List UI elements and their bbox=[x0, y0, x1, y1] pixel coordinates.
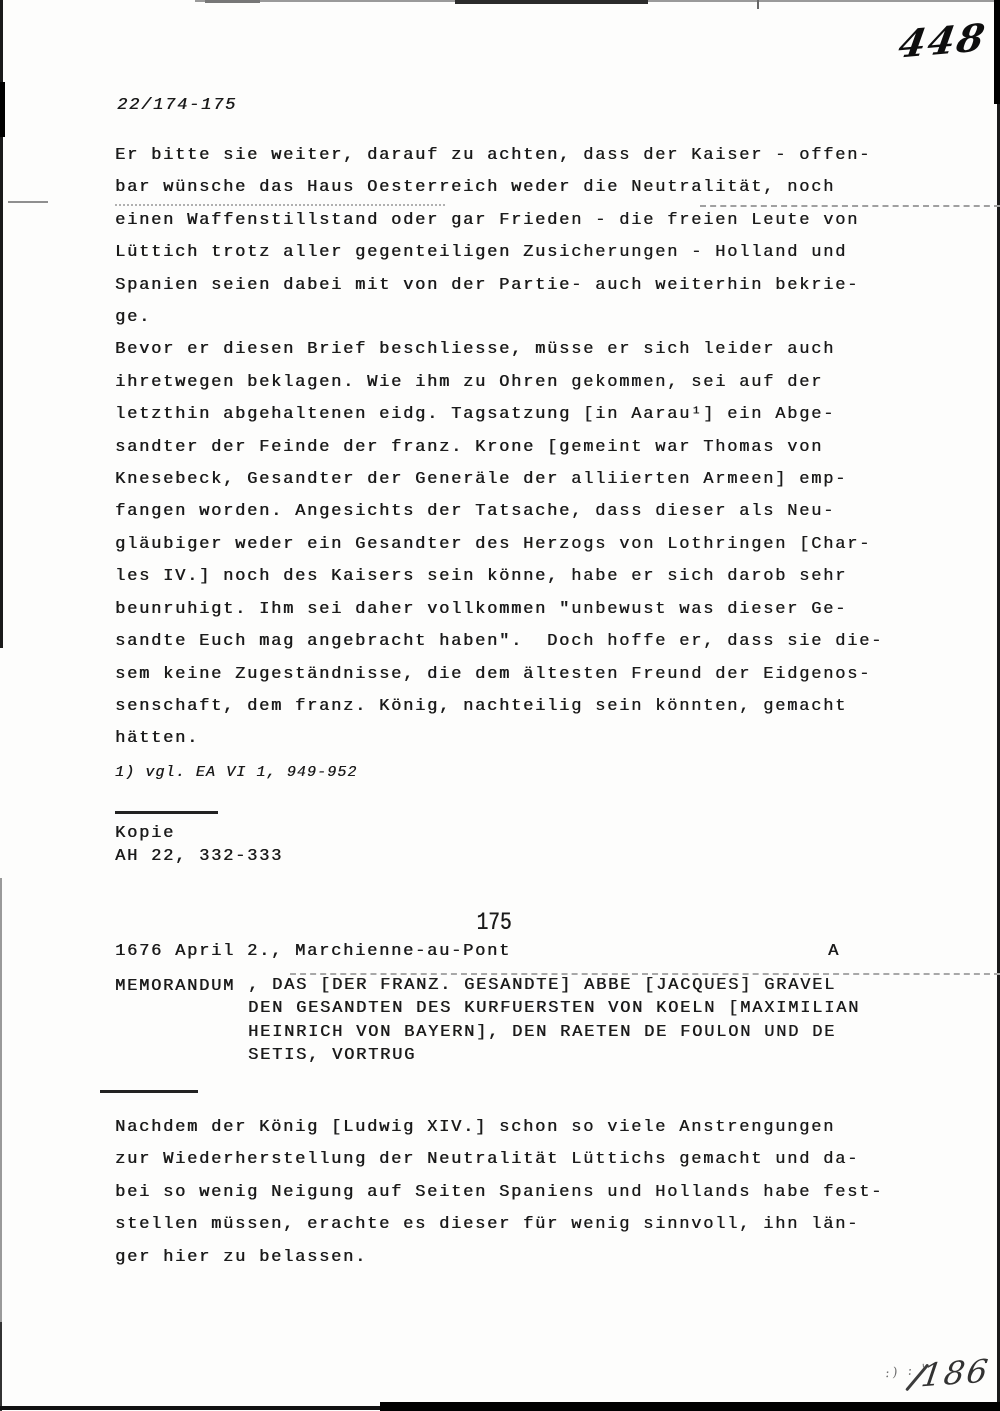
entry-175-body bbox=[115, 1112, 883, 1274]
source-line: AH 22, 332-333 bbox=[115, 847, 284, 866]
scan-bottom-edge-right bbox=[380, 1402, 1000, 1411]
text-line: sandter der Feinde der franz. Krone [gemeint war Thomas von bbox=[115, 437, 824, 457]
text-line: Spanien seien dabei mit von der Partie- auch weiterhin bekrie- bbox=[115, 275, 860, 295]
heading-line: , DAS [DER FRANZ. GESANDTE] ABBE [JACQUES] GRAVEL bbox=[248, 976, 837, 995]
text-line: sandte Euch mag angebracht haben". Doch hoffe er, dass sie die- bbox=[115, 632, 884, 652]
text-line: hätten. bbox=[115, 729, 200, 749]
heading-line: SETIS, VORTRUG bbox=[248, 1045, 417, 1065]
text-line: stellen müssen, erachte es dieser für wenig sinnvoll, ihn län- bbox=[115, 1215, 860, 1235]
text-line: ger hier zu belassen. bbox=[115, 1247, 368, 1267]
text-line: Bevor er diesen Brief beschliesse, müsse er sich leider auch bbox=[115, 340, 836, 360]
text-line: bar wünsche das Haus Oesterreich weder die Neutralität, noch bbox=[115, 178, 836, 198]
entry-175-heading bbox=[248, 974, 860, 1067]
entry-175-side-letter: A bbox=[828, 942, 841, 961]
handwritten-folio-bottom: 186 bbox=[918, 1351, 993, 1395]
text-line: Nachdem der König [Ludwig XIV.] schon so viele Anstrengungen bbox=[115, 1118, 836, 1137]
text-line: letzthin abgehaltenen eidg. Tagsatzung [in Aarau¹] ein Abge- bbox=[115, 405, 836, 425]
scan-right-edge-top bbox=[994, 0, 1000, 104]
entry-174-footnote: 1) vgl. EA VI 1, 949-952 bbox=[115, 764, 358, 781]
entry-175-number-wrap bbox=[0, 908, 994, 937]
scan-artifact-margin-dash bbox=[8, 201, 48, 203]
text-line: bei so wenig Neigung auf Seiten Spaniens und Hollands habe fest- bbox=[115, 1182, 884, 1202]
text-line: les IV.] noch des Kaisers sein könne, habe er sich darob sehr bbox=[115, 567, 848, 587]
entry-175-separator-rule bbox=[100, 1090, 198, 1093]
heading-line: DEN GESANDTEN DES KURFUERSTEN VON KOELN [MAXIMILIAN bbox=[248, 999, 861, 1019]
source-line: Kopie bbox=[115, 824, 176, 843]
text-line: beunruhigt. Ihm sei daher vollkommen "unbewust was dieser Ge- bbox=[115, 599, 848, 619]
scan-top-edge-segment bbox=[205, 0, 260, 3]
entry-175-number: 175 bbox=[476, 908, 512, 937]
scan-left-edge-blob bbox=[0, 82, 5, 137]
entry-175-heading-label: MEMORANDUM bbox=[115, 977, 236, 996]
text-line: Knesebeck, Gesandter der Generäle der alliierten Armeen] emp- bbox=[115, 470, 848, 490]
handwritten-folio-top: 448 bbox=[895, 14, 990, 67]
text-line: gläubiger weder ein Gesandter des Herzogs von Lothringen [Char- bbox=[115, 534, 872, 554]
footnote-separator-rule bbox=[115, 811, 218, 814]
text-line: Er bitte sie weiter, darauf zu achten, dass der Kaiser - offen- bbox=[115, 146, 872, 165]
text-line: ge. bbox=[115, 308, 152, 328]
scan-top-edge-dark bbox=[455, 0, 648, 4]
scan-bottom-edge-left bbox=[0, 1406, 390, 1410]
text-line: zur Wiederherstellung der Neutralität Lüttichs gemacht und da- bbox=[115, 1150, 860, 1170]
text-line: senschaft, dem franz. König, nachteilig sein könnten, gemacht bbox=[115, 696, 848, 716]
handwritten-pen-marks: :) : ' bbox=[884, 1361, 930, 1382]
scan-top-tick bbox=[757, 0, 759, 9]
entry-174-body bbox=[115, 140, 883, 756]
entry-175-dateline: 1676 April 2., Marchienne-au-Pont bbox=[115, 942, 512, 961]
scan-left-edge-bottom bbox=[0, 1322, 2, 1411]
text-line: ihretwegen beklagen. Wie ihm zu Ohren gekommen, sei auf der bbox=[115, 372, 824, 392]
text-line: fangen worden. Angesichts der Tatsache, dass dieser als Neu- bbox=[115, 502, 836, 522]
archive-reference: 22/174-175 bbox=[117, 96, 238, 115]
text-line: Lüttich trotz aller gegenteiligen Zusicherungen - Holland und bbox=[115, 243, 848, 263]
heading-line: HEINRICH VON BAYERN], DEN RAETEN DE FOULON UND DE bbox=[248, 1022, 837, 1042]
entry-174-source bbox=[115, 822, 283, 868]
text-line: einen Waffenstillstand oder gar Frieden - die freien Leute von bbox=[115, 210, 860, 230]
text-line: sem keine Zugeständnisse, die dem ältesten Freund der Eidgenos- bbox=[115, 664, 872, 684]
